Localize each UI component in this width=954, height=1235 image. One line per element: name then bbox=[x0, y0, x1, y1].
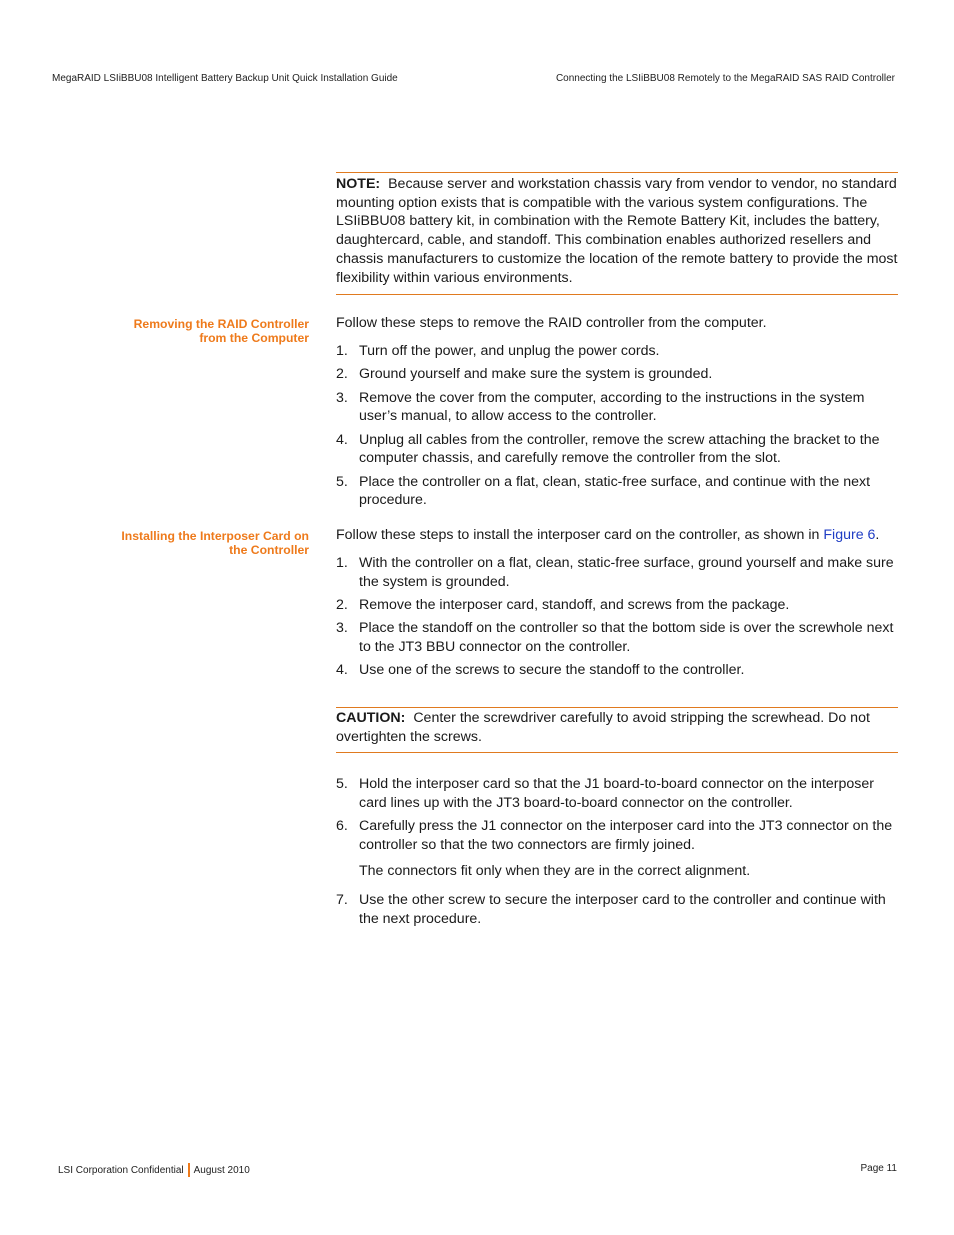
step-number: 4. bbox=[336, 431, 348, 448]
heading-line: the Controller bbox=[229, 543, 309, 557]
step-number: 5. bbox=[336, 473, 348, 490]
list-item bbox=[336, 619, 901, 656]
step-text: Hold the interposer card so that the J1 board-to-board connector on the interposer card lines up with the JT3 board-to-board connector on the controller. bbox=[359, 776, 874, 811]
list-item bbox=[336, 891, 901, 928]
heading-line: Installing the Interposer Card on bbox=[121, 529, 309, 543]
caution-text: Center the screwdriver carefully to avoid stripping the screwhead. Do not overtighten the screws. bbox=[336, 710, 870, 745]
list-item bbox=[336, 342, 901, 361]
list-item bbox=[336, 431, 901, 468]
removing-steps bbox=[336, 342, 901, 515]
step-text: Unplug all cables from the controller, remove the screw attaching the bracket to the computer chassis, and carefully remove the controller from the slot. bbox=[359, 431, 880, 467]
step-text: Remove the cover from the computer, according to the instructions in the system user’s manual, to allow access to the controller. bbox=[359, 389, 865, 425]
step-number: 1. bbox=[336, 555, 348, 571]
footer-divider bbox=[188, 1163, 190, 1177]
footer-date: August 2010 bbox=[193, 1164, 250, 1176]
step-text: Carefully press the J1 connector on the interposer card into the JT3 connector on the controller so that the two connectors are firmly joined. bbox=[359, 818, 893, 853]
installing-steps-a bbox=[336, 554, 901, 685]
section-heading-installing bbox=[60, 529, 309, 557]
installing-intro bbox=[336, 526, 901, 545]
caution-label: CAUTION: bbox=[336, 710, 406, 726]
list-item bbox=[336, 661, 901, 680]
caution-box bbox=[336, 707, 898, 753]
step-note: The connectors fit only when they are in the correct alignment. bbox=[359, 863, 751, 880]
footer-left bbox=[58, 1163, 250, 1177]
heading-line: from the Computer bbox=[199, 331, 309, 345]
step-text: Remove the interposer card, standoff, and screws from the package. bbox=[359, 597, 790, 613]
step-text: With the controller on a flat, clean, static-free surface, ground yourself and make sure the system is grounded. bbox=[359, 555, 894, 590]
step-number: 2. bbox=[336, 366, 348, 383]
step-number: 3. bbox=[336, 389, 348, 406]
note-text: Because server and workstation chassis vary from vendor to vendor, no standard mounting option exists that is compatible with the various system configurations. The LSIiBBU08 battery kit, in combination with the Remote Battery Kit, includes the battery, daughtercard, cable, and standoff. This combination enables authorized resellers and chassis manufacturers to customize the location of the remote battery to provide the most flexibility within various environments. bbox=[336, 176, 898, 286]
step-number: 4. bbox=[336, 662, 348, 679]
note-label: NOTE: bbox=[336, 176, 381, 192]
list-item bbox=[336, 596, 901, 615]
list-item bbox=[336, 473, 901, 510]
step-number: 6. bbox=[336, 818, 348, 834]
list-item bbox=[336, 365, 901, 384]
step-text: Place the controller on a flat, clean, static-free surface, and continue with the next procedure. bbox=[359, 473, 871, 509]
step-number: 2. bbox=[336, 597, 348, 613]
running-header-left: MegaRAID LSIiBBU08 Intelligent Battery Backup Unit Quick Installation Guide bbox=[52, 73, 398, 84]
intro-text: Follow these steps to install the interposer card on the controller, as shown in bbox=[336, 527, 824, 543]
step-text: Use the other screw to secure the interposer card to the controller and continue with the next procedure. bbox=[359, 892, 886, 927]
section-heading-removing bbox=[60, 317, 309, 345]
note-box bbox=[336, 172, 898, 295]
step-text: Ground yourself and make sure the system is grounded. bbox=[359, 366, 713, 383]
step-number: 3. bbox=[336, 620, 348, 637]
list-item bbox=[336, 389, 901, 426]
step-text: Turn off the power, and unplug the power cords. bbox=[359, 343, 660, 359]
heading-line: Removing the RAID Controller bbox=[133, 317, 309, 331]
step-number: 7. bbox=[336, 892, 348, 909]
installing-steps-b bbox=[336, 775, 901, 933]
list-item bbox=[336, 554, 901, 591]
page-number: Page 11 bbox=[860, 1163, 897, 1174]
running-header-right: Connecting the LSIiBBU08 Remotely to the MegaRAID SAS RAID Controller bbox=[555, 73, 895, 84]
list-item bbox=[336, 817, 901, 881]
list-item bbox=[336, 775, 901, 812]
step-number: 5. bbox=[336, 776, 348, 792]
figure-6-link[interactable]: Figure 6 bbox=[823, 527, 876, 543]
step-text: Use one of the screws to secure the standoff to the controller. bbox=[359, 662, 745, 679]
removing-intro: Follow these steps to remove the RAID controller from the computer. bbox=[336, 315, 767, 331]
intro-period: . bbox=[875, 527, 880, 543]
step-text: Place the standoff on the controller so that the bottom side is over the screwhole next to the JT3 BBU connector on the controller. bbox=[359, 620, 894, 655]
step-number: 1. bbox=[336, 343, 348, 359]
confidential-label: LSI Corporation Confidential bbox=[58, 1164, 184, 1176]
